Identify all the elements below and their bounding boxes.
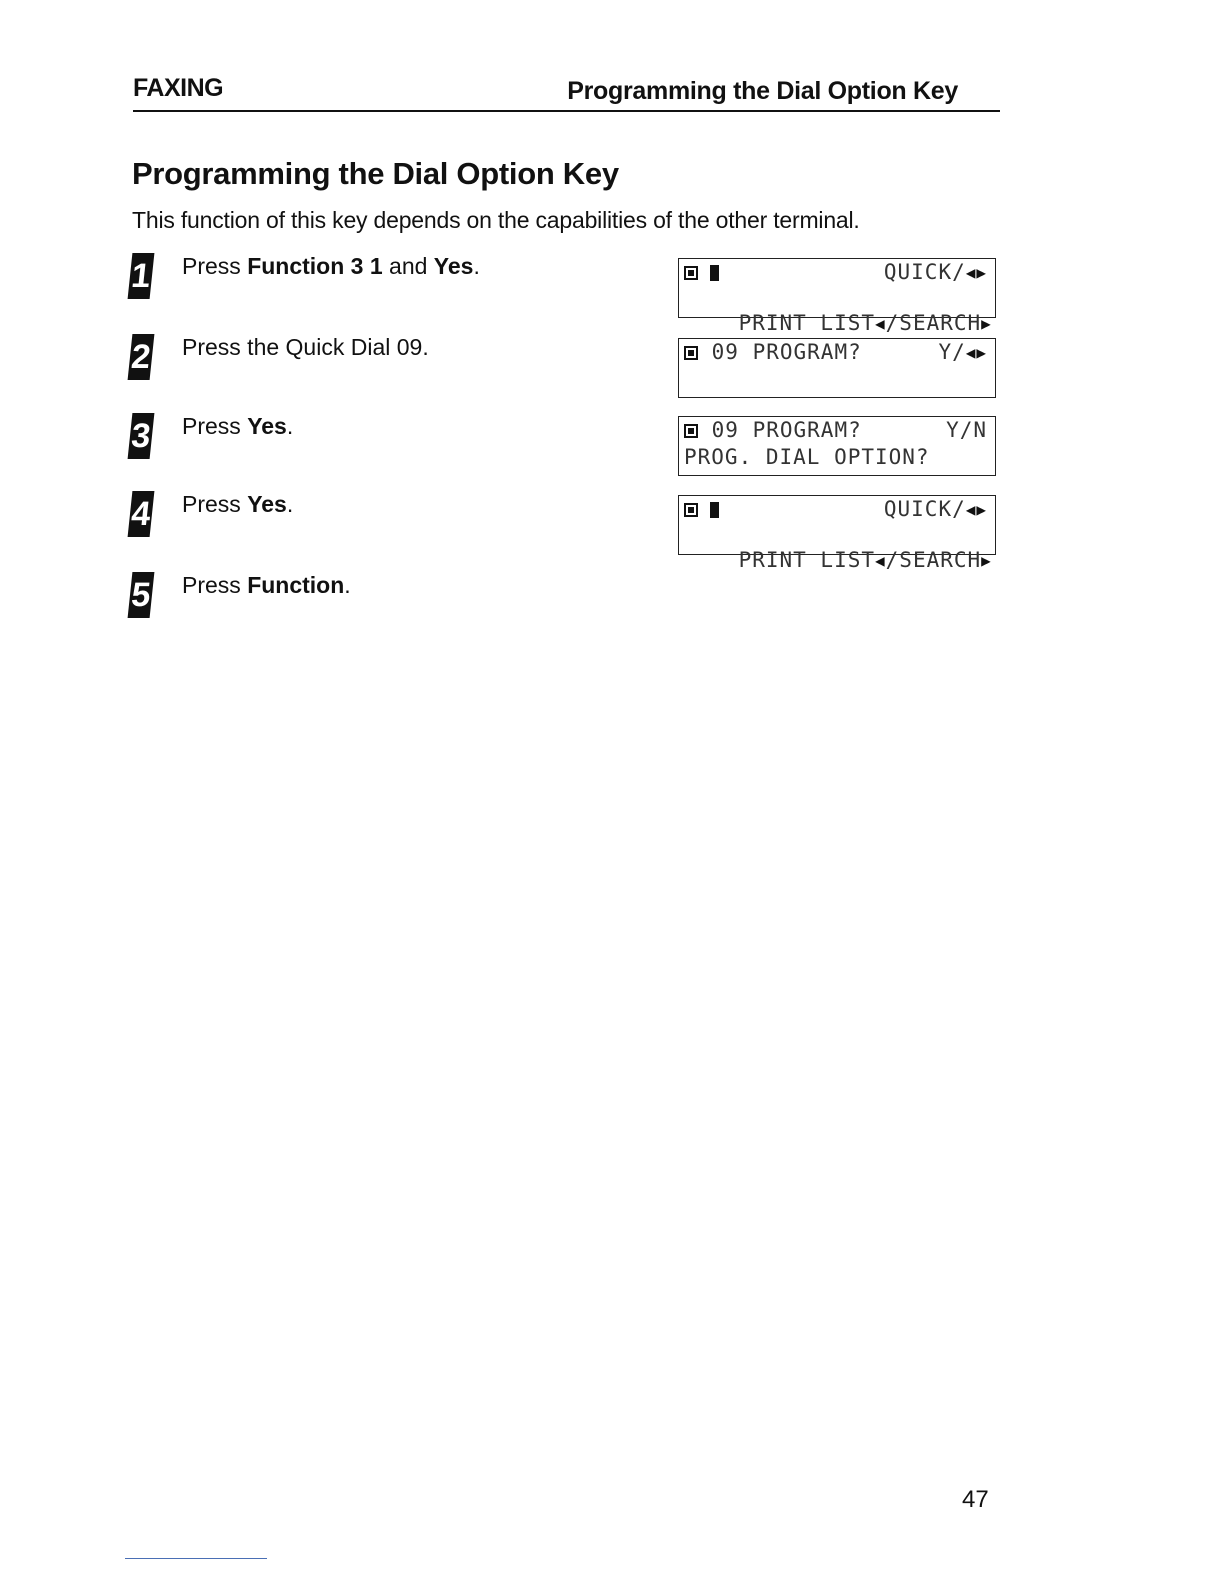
- step-text: Press Yes.: [182, 413, 294, 439]
- footer-rule: [125, 1558, 267, 1559]
- step-number-badge: 2: [128, 334, 155, 380]
- left-right-arrow-icon: ◀▶: [965, 500, 987, 519]
- step-5: [130, 572, 650, 622]
- step-text: Press Function 3 1 and Yes.: [182, 253, 480, 279]
- header-section: FAXING: [133, 74, 224, 102]
- step-number-badge: 5: [128, 572, 155, 618]
- right-arrow-icon: ▶: [981, 314, 992, 333]
- step-text: Press Function.: [182, 572, 351, 598]
- lcd-print-list-label: PRINT LIST: [738, 548, 876, 572]
- lcd-quick-label: QUICK/: [883, 260, 966, 284]
- running-header: [133, 72, 1000, 112]
- header-topic: Programming the Dial Option Key: [567, 77, 958, 105]
- cursor-block-icon: [710, 265, 719, 281]
- left-arrow-icon: ◀: [875, 314, 886, 333]
- lcd-program-prompt: 09 PROGRAM?: [711, 340, 862, 364]
- lcd-dial-option-prompt: PROG. DIAL OPTION?: [684, 445, 930, 469]
- lcd-program-prompt: 09 PROGRAM?: [711, 418, 862, 442]
- lcd-display-2: [678, 338, 996, 398]
- step-text: Press the Quick Dial 09.: [182, 334, 429, 360]
- step-3: [130, 413, 650, 463]
- right-arrow-icon: ▶: [981, 551, 992, 570]
- lcd-display-3: [678, 416, 996, 476]
- step-text: Press Yes.: [182, 491, 294, 517]
- step-4: [130, 491, 650, 541]
- lcd-display-4: [678, 495, 996, 572]
- lcd-yes-no-label: Y/N: [946, 418, 987, 442]
- page-number: 47: [962, 1486, 989, 1513]
- left-right-arrow-icon: ◀▶: [965, 343, 987, 362]
- lcd-quick-label: QUICK/: [883, 497, 966, 521]
- left-right-arrow-icon: ◀▶: [965, 263, 987, 282]
- step-1: [130, 253, 650, 303]
- memory-icon: [684, 266, 698, 280]
- lcd-yes-label: Y/: [938, 340, 966, 364]
- memory-icon: [684, 424, 698, 438]
- left-arrow-icon: ◀: [875, 551, 886, 570]
- lcd-print-list-label: PRINT LIST: [738, 311, 876, 335]
- lcd-search-label: /SEARCH: [885, 311, 982, 335]
- intro-text: This function of this key depends on the capabilities of the other terminal.: [132, 207, 860, 233]
- cursor-block-icon: [710, 502, 719, 518]
- step-number-badge: 4: [128, 491, 155, 537]
- lcd-search-label: /SEARCH: [885, 548, 982, 572]
- memory-icon: [684, 346, 698, 360]
- step-number-badge: 3: [128, 413, 155, 459]
- step-2: [130, 334, 650, 384]
- memory-icon: [684, 503, 698, 517]
- lcd-display-1: [678, 258, 996, 335]
- step-number-badge: 1: [128, 253, 155, 299]
- page-title: Programming the Dial Option Key: [132, 156, 619, 191]
